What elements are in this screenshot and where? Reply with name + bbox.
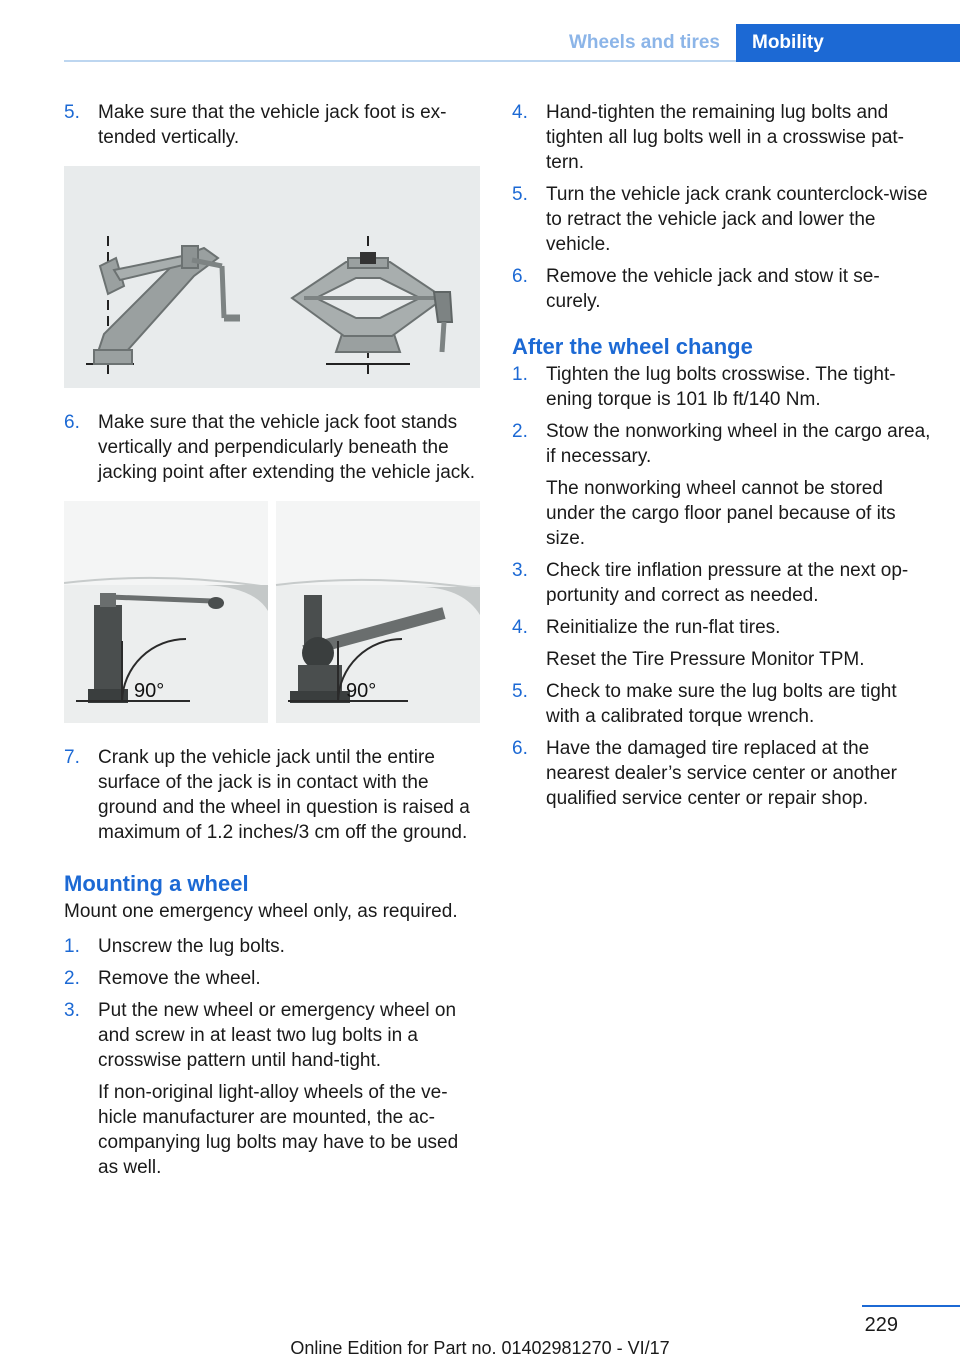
step-text: Check to make sure the lug bolts are tight with a calibrated torque wrench. (546, 681, 897, 727)
jack-illustration (64, 166, 480, 388)
step-number: 4. (512, 102, 528, 123)
figure-jack-side-views (64, 166, 480, 388)
steps-list-b (64, 410, 480, 485)
list-item (512, 362, 932, 412)
section-heading-after-change: After the wheel change (512, 334, 753, 359)
step-text: Turn the vehicle jack crank counterclock‐wise to retract the vehicle jack and lower the vehicle. (546, 184, 928, 255)
list-item (64, 745, 480, 845)
step-number: 6. (64, 412, 80, 433)
step-text: Make sure that the vehicle jack foot is ex‐tended vertically. (98, 102, 447, 148)
footer-rule (862, 1305, 960, 1307)
steps-list-a (64, 100, 480, 150)
right-column (512, 100, 932, 818)
list-item (512, 558, 932, 608)
steps-list-c (64, 745, 480, 845)
step-text: Put the new wheel or emergency wheel on and screw in at least two lug bolts in a crosswise pattern until hand-tight. (98, 1000, 457, 1071)
page-number: 229 (864, 1314, 898, 1336)
step-number: 5. (512, 681, 528, 702)
list-item (64, 410, 480, 485)
header-chapter-tab[interactable]: Mobility (736, 24, 960, 62)
step-note: Reset the Tire Pressure Monitor TPM. (546, 649, 865, 670)
step-text: Tighten the lug bolts crosswise. The tight‐ening torque is 101 lb ft/140 Nm. (546, 364, 896, 410)
list-item (512, 615, 932, 672)
step-text: Crank up the vehicle jack until the entire surface of the jack is in contact with the ground and the wheel in question is raised a maximum of 1.2 inches/3 cm off the ground. (98, 747, 470, 843)
step-text: Check tire inflation pressure at the next op‐portunity and correct as needed. (546, 560, 909, 606)
figure-jack-under-vehicle (64, 501, 480, 723)
step-number: 5. (64, 102, 80, 123)
list-item (64, 100, 480, 150)
list-item (512, 679, 932, 729)
list-item (512, 264, 932, 314)
list-item (512, 100, 932, 175)
step-number: 2. (64, 968, 80, 989)
step-number: 3. (512, 560, 528, 581)
steps-list-continued (512, 100, 932, 314)
angle-label-right: 90° (346, 680, 377, 702)
step-number: 2. (512, 421, 528, 442)
step-text: Stow the nonworking wheel in the cargo area, if necessary. (546, 421, 931, 467)
angle-label-left: 90° (134, 680, 165, 702)
list-item (64, 934, 480, 959)
step-note: If non-original light-alloy wheels of the ve‐hicle manufacturer are mounted, the ac‐companying lug bolts may have to be used as well. (98, 1082, 459, 1178)
step-number: 1. (512, 364, 528, 385)
step-text: Have the damaged tire replaced at the nearest dealer’s service center or another qualified service center or repair shop. (546, 738, 897, 809)
list-item (64, 966, 480, 991)
section-lead-text: Mount one emergency wheel only, as required. (64, 901, 458, 922)
jack-perpendicular-illustration (64, 501, 480, 723)
list-item (64, 998, 480, 1180)
step-number: 1. (64, 936, 80, 957)
step-text: Hand-tighten the remaining lug bolts and tighten all lug bolts well in a crosswise pat‐tern. (546, 102, 905, 173)
left-column (64, 100, 480, 1187)
step-number: 4. (512, 617, 528, 638)
edition-note: Online Edition for Part no. 01402981270 - VI/17 (290, 1338, 670, 1358)
step-text: Unscrew the lug bolts. (98, 936, 285, 957)
header-section-tab[interactable]: Wheels and tires (569, 32, 720, 53)
step-text: Remove the wheel. (98, 968, 261, 989)
step-number: 6. (512, 738, 528, 759)
section-heading-mounting: Mounting a wheel (64, 871, 249, 896)
step-text: Remove the vehicle jack and stow it se‐curely. (546, 266, 880, 312)
mounting-steps-list (64, 934, 480, 1180)
step-number: 6. (512, 266, 528, 287)
step-text: Reinitialize the run-flat tires. (546, 617, 781, 638)
list-item (512, 182, 932, 257)
list-item (512, 419, 932, 551)
step-text: Make sure that the vehicle jack foot stands vertically and perpendicularly beneath the jacking point after extending the vehicle jack. (98, 412, 476, 483)
step-number: 3. (64, 1000, 80, 1021)
step-number: 5. (512, 184, 528, 205)
step-number: 7. (64, 747, 80, 768)
step-note: The nonworking wheel cannot be stored under the cargo floor panel because of its size. (546, 478, 896, 549)
after-change-steps-list (512, 362, 932, 811)
list-item (512, 736, 932, 811)
